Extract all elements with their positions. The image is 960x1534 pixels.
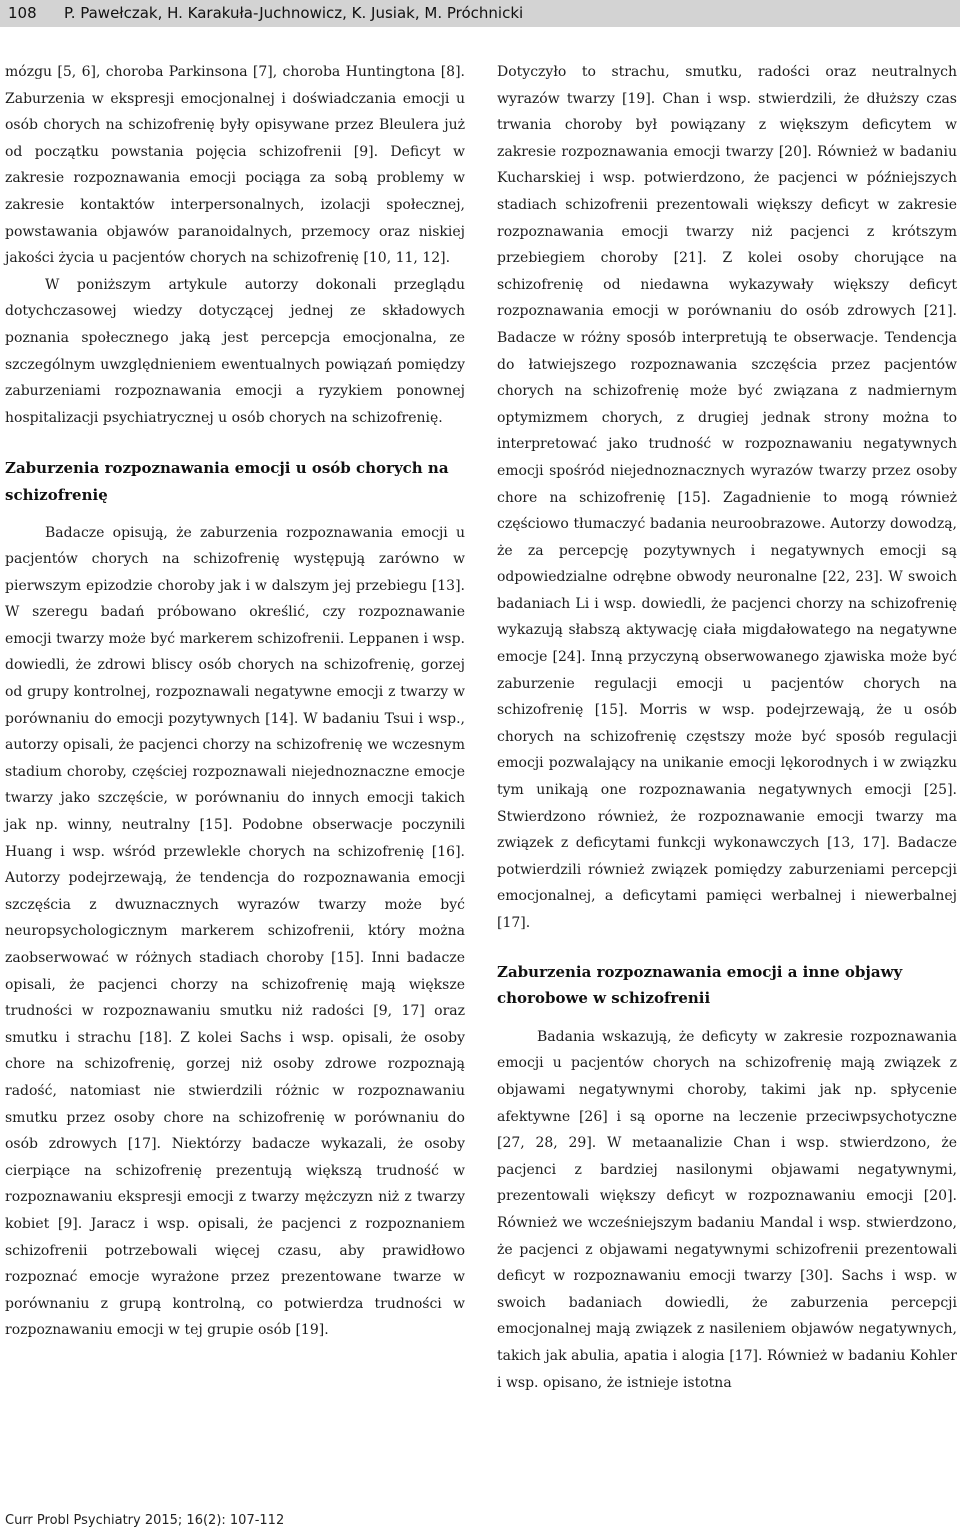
section-heading: Zaburzenia rozpoznawania emocji u osób chorych na schizofrenię	[5, 459, 449, 504]
body-paragraph: mózgu [5, 6], choroba Parkinsona [7], choroba Huntingtona [8]. Zaburzenia w ekspresji emocjonalnej i doświadczania emocji u osób chorych na schizofrenię były opisywane przez Bleulera już od początku powstania pojęcia schizofrenii [9]. Deficyt w zakresie rozpoznawania emocji pociąga za sobą problemy w zakresie kontaktów interpersonalnych, izolacji społecznej, powstawania objawów paranoidalnych, przemocy oraz niskiej jakości życia u pacjentów chorych na schizofrenię [10, 11, 12].	[5, 64, 465, 267]
running-head-authors: P. Pawełczak, H. Karakuła-Juchnowicz, K. Jusiak, M. Próchnicki	[64, 4, 524, 22]
body-paragraph: W poniższym artykule autorzy dokonali przeglądu dotychczasowej wiedzy dotyczącej jednej ze składowych poznania społecznego jaką jest percepcja emocjonalna, ze szczególnym uwzględnieniem ewentualnych powiązań pomiędzy zaburzeniami rozpoznawania emocji a ryzykiem ponownej hospitalizacji psychiatrycznej u osób chorych na schizofrenię.	[5, 276, 465, 426]
body-paragraph: Badacze opisują, że zaburzenia rozpoznawania emocji u pacjentów chorych na schizofrenię występują zarówno w pierwszym epizodzie choroby jak i w dalszym jej przebiegu [13]. W szeregu badań próbowano określić, czy rozpoznawanie emocji twarzy może być markerem schizofrenii. Leppanen i wsp. dowiedli, że zdrowi bliscy osób chorych na schizofrenię, gorzej od grupy kontrolnej, rozpoznawali negatywne emocji z twarzy w porównaniu do emocji pozytywnych [14]. W badaniu Tsui i wsp., autorzy opisali, że pacjenci chorzy na schizofrenię we wczesnym stadium choroby, częściej rozpoznawali niejednoznaczne emocje twarzy jako szczęście, w porównaniu do innych emocji takich jak np. winny, neutralny [15]. Podobne obserwacje poczynili Huang i wsp. wśród przewlekle chorych na schizofrenię [16]. Autorzy podejrzewają, że tendencja do rozpoznawania emocji szczęścia z dwuznacznych wyrazów twarzy może być neuropsychologicznym markerem schizofrenii, który można zaobserwować w różnych stadiach choroby [15]. Inni badacze opisali, że pacjenci chorzy na schizofrenię mają większe trudności w rozpoznawaniu smutku niż radości [9, 17] oraz smutku i strachu [18]. Z kolei Sachs i wsp. opisali, że osoby chore na schizofrenię, gorzej niż osoby zdrowe rozpoznają radość, natomiast nie stwierdzili różnic w rozpoznawaniu smutku przez osoby chore na schizofrenię w porównaniu do osób zdrowych [17]. Niektórzy badacze wykazali, że osoby cierpiące na schizofrenię prezentują większą trudność w rozpoznawaniu ekspresji emocji z twarzy mężczyzn niż z twarzy kobiet [9]. Jaracz i wsp. opisali, że pacjenci z rozpoznaniem schizofrenii potrzebowali więcej czasu, aby prawidłowo rozpoznać emocje wyrażone przez prezentowane twarze w porównaniu z grupą kontrolną, co potwierdza trudności w rozpoznawaniu emocji w tej grupie osób [19].	[5, 524, 465, 1339]
section-heading: Zaburzenia rozpoznawania emocji a inne objawy chorobowe w schizofrenii	[497, 962, 903, 1008]
page-number: 108	[8, 4, 37, 22]
left-column	[5, 59, 465, 1344]
right-column	[497, 59, 957, 1396]
journal-footer: Curr Probl Psychiatry 2015; 16(2): 107-112	[5, 1513, 285, 1528]
body-paragraph: Badania wskazują, że deficyty w zakresie rozpoznawania emocji u pacjentów chorych na schizofrenię mają związek z objawami negatywnymi choroby, takimi jak np. spłycenie afektywne [26] i są oporne na leczenie przeciwpsychotyczne [27, 28, 29]. W metaanalizie Chan i wsp. stwierdzono, że pacjenci z bardziej nasilonymi objawami negatywnymi, prezentowali większy deficyt w rozpoznawaniu emocji [20]. Również we wcześniejszym badaniu Mandal i wsp. stwierdzono, że pacjenci z objawami negatywnymi schizofrenii prezentowali deficyt w rozpoznawaniu emocji twarzy [30]. Sachs i wsp. w swoich badaniach dowiedli, że zaburzenia percepcji emocjonalnej mają związek z nasileniem objawów negatywnych, takich jak abulia, apatia i alogia [17]. Również w badaniu Kohler i wsp. opisano, że istnieje istotna	[497, 1028, 957, 1391]
body-paragraph: Dotyczyło to strachu, smutku, radości oraz neutralnych wyrazów twarzy [19]. Chan i wsp. stwierdzili, że dłuższy czas trwania choroby był powiązany z większym deficytem w zakresie rozpoznawania emocji twarzy [20]. Również w badaniu Kucharskiej i wsp. potwierdzono, że pacjenci w późniejszych stadiach schizofrenii prezentowali większy deficyt w zakresie rozpoznawania emocji twarzy niż pacjenci z krótszym przebiegiem choroby [21]. Z kolei osoby chorujące na schizofrenię od niedawna wykazywały większy deficyt rozpoznawania emocji w porównaniu do osób zdrowych [21]. Badacze w różny sposób interpretują te obserwacje. Tendencja do łatwiejszego rozpoznawania szczęścia przez pacjentów chorych na schizofrenię może być związana z nadmiernym optymizmem chorych, z drugiej jednak strony można to interpretować jako trudność w rozpoznawaniu negatywnych emocji spośród niejednoznacznych wyrazów twarzy przez osoby chore na schizofrenię [15]. Zagadnienie to mogą również częściowo tłumaczyć badania neuroobrazowe. Autorzy dowodzą, że za percepcję pozytywnych i negatywnych emocji są odpowiedzialne odrębne obwody neuronalne [22, 23]. W swoich badaniach Li i wsp. dowiedli, że pacjenci chorzy na schizofrenię wykazują słabszą aktywację ciała migdałowatego na negatywne emocje [24]. Inną przyczyną obserwowanego zjawiska może być zaburzenie regulacji emocji u pacjentów chorych na schizofrenię [15]. Morris w wsp. podejrzewają, że u osób chorych na schizofrenię częstszy może być sposób regulacji emocji pozwalający na unikanie emocji lękorodnych i w związku tym unikają one rozpoznawania negatywnych emocji [25]. Stwierdzono również, że rozpoznawanie emocji twarzy ma związek z deficytami funkcji wykonawczych [13, 17]. Badacze potwierdzili również związek pomiędzy zaburzeniami percepcji emocjonalnej, a deficytami pamięci werbalnej i niewerbalnej [17].	[497, 64, 957, 931]
